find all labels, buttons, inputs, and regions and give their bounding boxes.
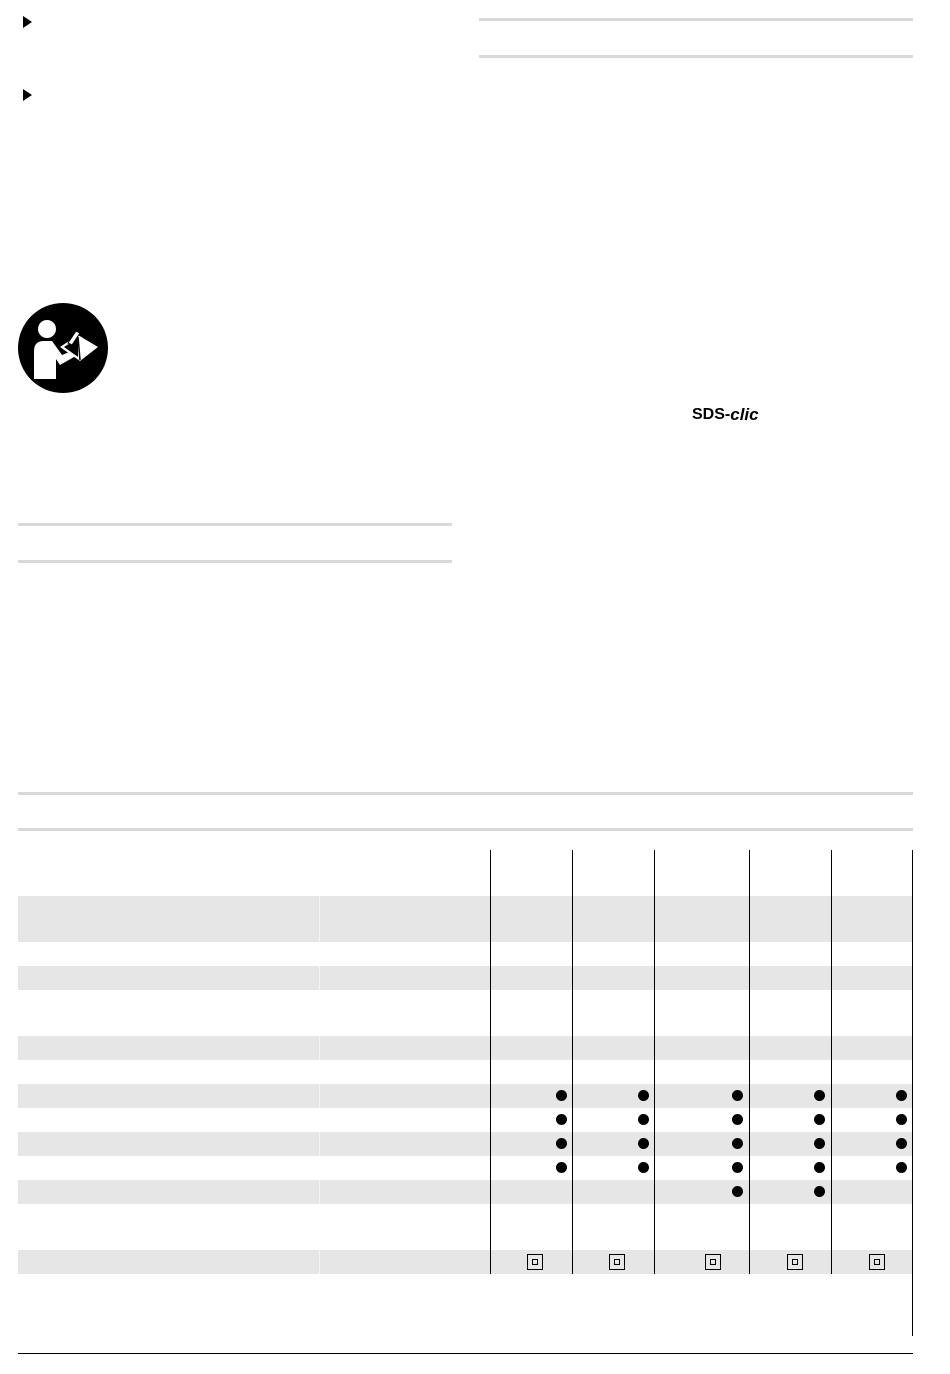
- bullet-arrow-icon: [23, 16, 32, 28]
- section-rule: [18, 828, 913, 831]
- filled-dot-icon: [556, 1138, 567, 1149]
- brand-mark-suffix: clic: [730, 405, 759, 424]
- column-divider: [572, 850, 573, 1274]
- filled-dot-icon: [896, 1162, 907, 1173]
- section-rule: [479, 55, 913, 58]
- filled-dot-icon: [556, 1114, 567, 1125]
- column-divider: [490, 850, 491, 1274]
- table-row: [18, 1060, 913, 1084]
- bullet-arrow-icon: [23, 89, 32, 101]
- double-insulation-icon: [609, 1254, 625, 1270]
- filled-dot-icon: [814, 1162, 825, 1173]
- filled-dot-icon: [896, 1090, 907, 1101]
- filled-dot-icon: [732, 1090, 743, 1101]
- table-row: [18, 1180, 913, 1204]
- filled-dot-icon: [896, 1114, 907, 1125]
- table-border: [912, 850, 913, 1336]
- column-divider: [831, 850, 832, 1274]
- filled-dot-icon: [896, 1138, 907, 1149]
- table-row: [18, 896, 913, 942]
- table-row: [18, 1132, 913, 1156]
- label-column-separator: [319, 896, 320, 1274]
- section-rule: [18, 560, 452, 563]
- brand-mark-prefix: SDS-: [692, 406, 731, 423]
- filled-dot-icon: [814, 1138, 825, 1149]
- table-row: [18, 1036, 913, 1060]
- double-insulation-icon: [527, 1254, 543, 1270]
- section-rule: [479, 18, 913, 21]
- filled-dot-icon: [814, 1186, 825, 1197]
- filled-dot-icon: [556, 1162, 567, 1173]
- filled-dot-icon: [556, 1090, 567, 1101]
- filled-dot-icon: [638, 1114, 649, 1125]
- column-divider: [749, 850, 750, 1274]
- table-row: [18, 1204, 913, 1250]
- double-insulation-icon: [705, 1254, 721, 1270]
- double-insulation-icon: [869, 1254, 885, 1270]
- table-row: [18, 942, 913, 966]
- filled-dot-icon: [638, 1162, 649, 1173]
- section-rule: [18, 792, 913, 795]
- filled-dot-icon: [638, 1090, 649, 1101]
- brand-mark: [692, 403, 759, 427]
- table-row: [18, 1084, 913, 1108]
- table-row: [18, 966, 913, 990]
- table-row: [18, 1250, 913, 1274]
- filled-dot-icon: [732, 1162, 743, 1173]
- read-manual-icon: [18, 303, 108, 393]
- table-row: [18, 1156, 913, 1180]
- filled-dot-icon: [638, 1138, 649, 1149]
- filled-dot-icon: [732, 1138, 743, 1149]
- filled-dot-icon: [732, 1186, 743, 1197]
- section-rule: [18, 523, 452, 526]
- filled-dot-icon: [732, 1114, 743, 1125]
- column-divider: [654, 850, 655, 1274]
- footer-rule: [18, 1353, 913, 1354]
- table-row: [18, 1108, 913, 1132]
- table-row: [18, 990, 913, 1036]
- filled-dot-icon: [814, 1114, 825, 1125]
- double-insulation-icon: [787, 1254, 803, 1270]
- filled-dot-icon: [814, 1090, 825, 1101]
